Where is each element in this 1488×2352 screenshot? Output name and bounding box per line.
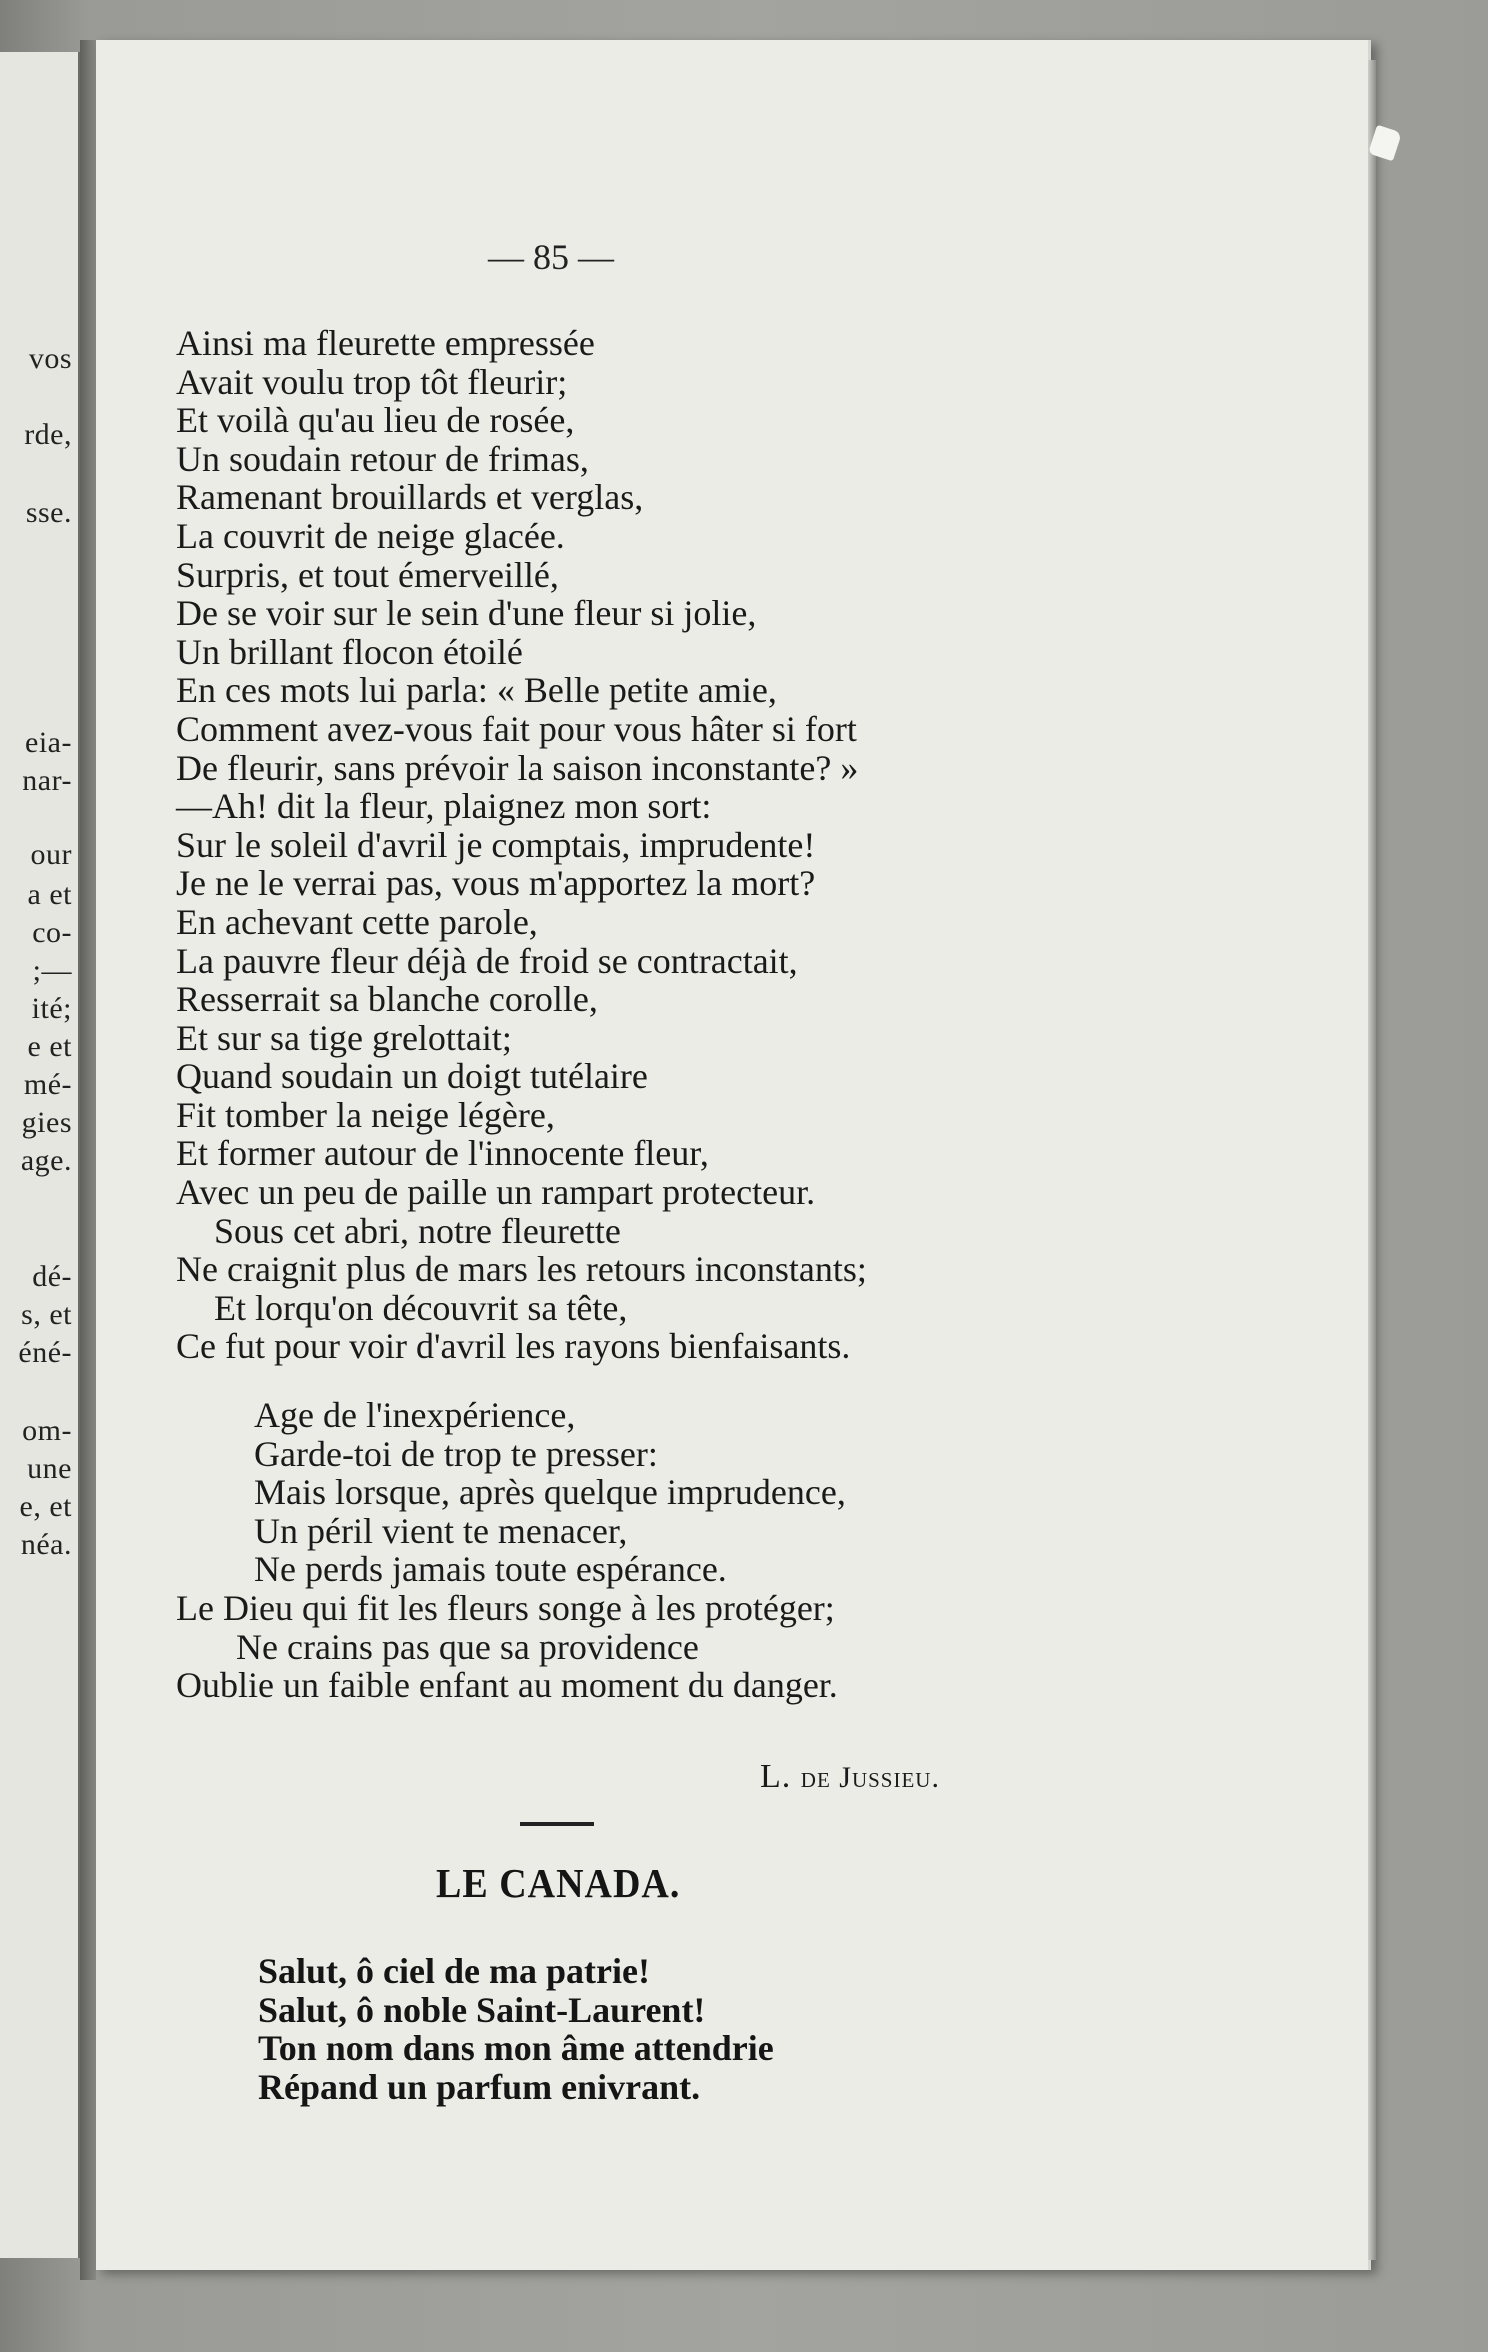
- page-number: — 85 —: [488, 237, 614, 277]
- poem-line: Mais lorsque, après quelque imprudence,: [254, 1472, 846, 1513]
- poem-line: Et former autour de l'innocente fleur,: [176, 1133, 709, 1174]
- facing-text-fragment: dé-: [32, 1260, 72, 1293]
- poem-line: Répand un parfum enivrant.: [258, 2066, 701, 2107]
- poem-line: Ne crains pas que sa providence: [236, 1626, 699, 1667]
- poem-line: Surpris, et tout émerveillé,: [176, 554, 559, 595]
- author-name: de Jussieu.: [800, 1761, 940, 1794]
- poem-line: Fit tomber la neige légère,: [176, 1094, 555, 1135]
- facing-text-fragment: vos: [28, 342, 72, 375]
- poem-line: Ne craignit plus de mars les retours inconstants;: [176, 1249, 867, 1290]
- section-title: LE CANADA.: [436, 1861, 681, 1907]
- facing-text-fragment: nar-: [22, 764, 72, 797]
- facing-page-edge: [0, 52, 80, 2258]
- poem-line: Quand soudain un doigt tutélaire: [176, 1056, 648, 1097]
- poem-line: Avec un peu de paille un rampart protecteur.: [176, 1172, 816, 1213]
- poem-line: Ce fut pour voir d'avril les rayons bienfaisants.: [176, 1326, 851, 1367]
- poem-line: Ainsi ma fleurette empressée: [176, 323, 595, 363]
- stanza-break: [176, 1366, 867, 1396]
- poem-line: Ton nom dans mon âme attendrie: [258, 2028, 774, 2069]
- facing-text-fragment: mé-: [23, 1068, 72, 1101]
- poem-line: En achevant cette parole,: [176, 901, 538, 942]
- facing-text-fragment: e et: [27, 1030, 72, 1063]
- poem-line: Avait voulu trop tôt fleurir;: [176, 361, 568, 402]
- facing-text-fragment: om-: [22, 1414, 72, 1447]
- facing-text-fragment: rde,: [24, 418, 72, 451]
- poem-line: La pauvre fleur déjà de froid se contractait,: [176, 940, 798, 981]
- facing-text-fragment: sse.: [25, 496, 72, 529]
- facing-text-fragment: néa.: [20, 1528, 72, 1561]
- poem-line: Et sur sa tige grelottait;: [176, 1017, 512, 1058]
- facing-text-fragment: s, et: [21, 1298, 72, 1331]
- facing-text-fragment: our: [30, 838, 72, 871]
- poem-line: Sous cet abri, notre fleurette: [214, 1210, 621, 1251]
- author-signature: [760, 1758, 940, 1796]
- book-gutter: [80, 40, 96, 2280]
- poem-line: Age de l'inexpérience,: [254, 1395, 576, 1436]
- facing-text-fragment: co-: [32, 916, 72, 949]
- poem-line: Ramenant brouillards et verglas,: [176, 477, 644, 518]
- facing-text-fragment: éné-: [18, 1336, 72, 1369]
- page-edge-shadow: [1368, 60, 1376, 2260]
- poem-line: Oublie un faible enfant au moment du danger.: [176, 1665, 838, 1706]
- poem-line: Le Dieu qui fit les fleurs songe à les protéger;: [176, 1588, 835, 1628]
- poem-line: Et voilà qu'au lieu de rosée,: [176, 400, 575, 441]
- poem-line: De se voir sur le sein d'une fleur si jolie,: [176, 593, 757, 634]
- facing-text-fragment: age.: [20, 1144, 72, 1177]
- facing-text-fragment: gies: [21, 1106, 72, 1139]
- poem-line: Ne perds jamais toute espérance.: [254, 1549, 727, 1590]
- poem-line: Un soudain retour de frimas,: [176, 438, 589, 479]
- poem-line: Salut, ô ciel de ma patrie!: [258, 1951, 650, 1991]
- facing-text-fragment: une: [27, 1452, 72, 1485]
- poem-line: Sur le soleil d'avril je comptais, imprudente!: [176, 824, 816, 865]
- facing-text-fragment: ité;: [31, 992, 72, 1025]
- facing-text-fragment: a et: [27, 878, 72, 911]
- poem-line: En ces mots lui parla: « Belle petite amie,: [176, 670, 777, 711]
- poem-line: La couvrit de neige glacée.: [176, 515, 565, 556]
- poem-line: Salut, ô noble Saint-Laurent!: [258, 1989, 706, 2030]
- poem-line: Comment avez-vous fait pour vous hâter si fort: [176, 708, 857, 749]
- poem-line: Et lorqu'on découvrit sa tête,: [214, 1287, 628, 1328]
- poem-line: —Ah! dit la fleur, plaignez mon sort:: [176, 786, 712, 827]
- poem-body: [176, 324, 867, 1705]
- canada-poem: [258, 1952, 774, 2106]
- facing-text-fragment: e, et: [19, 1490, 72, 1523]
- facing-text-fragment: ;—: [32, 954, 72, 987]
- facing-text-fragment: eia-: [25, 726, 72, 759]
- section-divider: [520, 1822, 594, 1826]
- poem-line: Je ne le verrai pas, vous m'apportez la mort?: [176, 863, 816, 904]
- author-initial: L.: [760, 1758, 801, 1795]
- poem-line: Resserrait sa blanche corolle,: [176, 979, 598, 1020]
- poem-line: Garde-toi de trop te presser:: [254, 1433, 658, 1474]
- poem-line: Un brillant flocon étoilé: [176, 631, 523, 672]
- poem-line: De fleurir, sans prévoir la saison inconstante? »: [176, 747, 859, 788]
- poem-line: Un péril vient te menacer,: [254, 1510, 628, 1551]
